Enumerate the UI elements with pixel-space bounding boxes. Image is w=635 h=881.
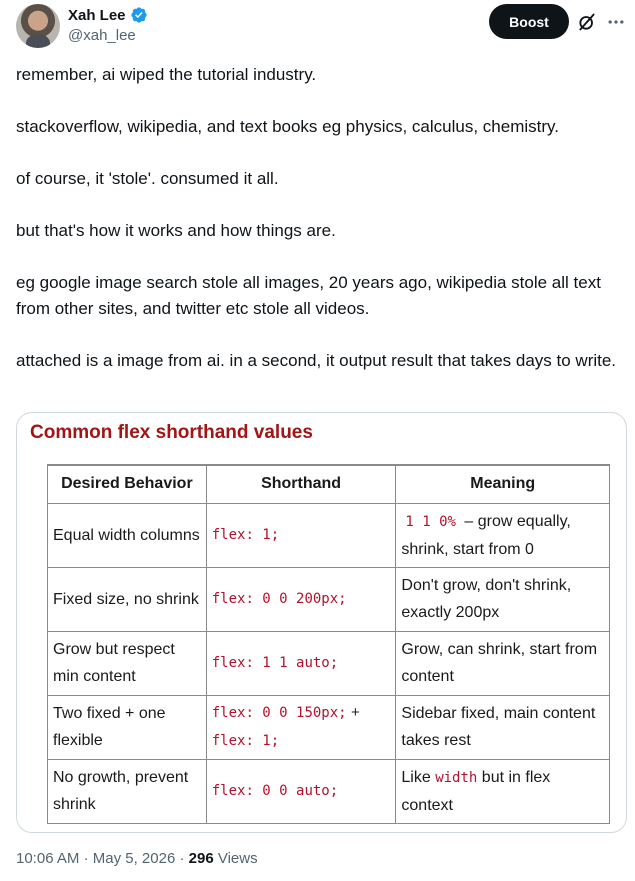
meaning-cell: [396, 759, 610, 823]
table-row: [48, 695, 610, 759]
shorthand-code: flex: 0 0 auto;: [211, 783, 339, 799]
tweet-meta: [16, 850, 258, 867]
tweet-date[interactable]: May 5, 2026: [92, 850, 176, 867]
meta-separator: ·: [179, 850, 185, 867]
shorthand-cell: [206, 631, 396, 695]
meaning-cell: Sidebar fixed, main content takes rest: [396, 695, 610, 759]
shorthand-cell: [206, 567, 396, 631]
meaning-prefix: Like: [401, 768, 436, 786]
image-title: Common flex shorthand values: [30, 422, 313, 443]
author-name-row: [68, 6, 148, 24]
tweet-header: [16, 4, 619, 52]
views-count: 296: [188, 850, 214, 867]
verified-badge-icon: [130, 6, 148, 24]
views-label: Views: [217, 850, 258, 867]
meaning-text: but in flex context: [401, 768, 551, 814]
behavior-cell: Grow but respect min content: [48, 631, 207, 695]
tweet-paragraph: stackoverflow, wikipedia, and text books eg physics, calculus, chemistry.: [16, 117, 559, 136]
shorthand-cell: [206, 759, 396, 823]
attached-image[interactable]: [16, 412, 627, 833]
column-header: Meaning: [396, 465, 610, 503]
tweet-time[interactable]: 10:06 AM: [16, 850, 80, 867]
shorthand-cell: [206, 695, 396, 759]
meaning-text: – grow equally, shrink, start from 0: [401, 512, 571, 558]
meta-separator: ·: [83, 850, 89, 867]
tweet-paragraph: but that's how it works and how things are.: [16, 221, 336, 240]
table-header-row: [48, 465, 610, 503]
behavior-cell: No growth, prevent shrink: [48, 759, 207, 823]
shorthand-code: flex: 1;: [211, 527, 280, 543]
shorthand-code: flex: 0 0 150px;: [211, 705, 347, 721]
author-handle[interactable]: @xah_lee: [68, 27, 136, 44]
table-row: [48, 567, 610, 631]
meaning-cell: [396, 503, 610, 567]
behavior-cell: Equal width columns: [48, 503, 207, 567]
shorthand-code-line2: flex: 1;: [211, 733, 280, 749]
table-row: [48, 759, 610, 823]
grok-icon[interactable]: [577, 12, 597, 32]
more-icon[interactable]: [606, 12, 626, 32]
boost-button[interactable]: Boost: [489, 4, 569, 39]
table-row: [48, 631, 610, 695]
tweet-paragraph: remember, ai wiped the tutorial industry.: [16, 65, 317, 84]
meaning-code: 1 1 0%: [405, 513, 456, 530]
meaning-code: width: [435, 769, 478, 786]
tweet-paragraph: attached is a image from ai. in a second, it output result that takes days to write.: [16, 351, 617, 370]
tweet-paragraph: of course, it 'stole'. consumed it all.: [16, 169, 279, 188]
tweet-text: [16, 62, 628, 400]
column-header: Shorthand: [206, 465, 396, 503]
behavior-cell: Fixed size, no shrink: [48, 567, 207, 631]
shorthand-joiner: +: [351, 704, 360, 721]
shorthand-code: flex: 0 0 200px;: [211, 591, 347, 607]
shorthand-code: flex: 1 1 auto;: [211, 655, 339, 671]
table-row: [48, 503, 610, 567]
column-header: Desired Behavior: [48, 465, 207, 503]
author-display-name[interactable]: Xah Lee: [68, 6, 126, 24]
meaning-cell: Don't grow, don't shrink, exactly 200px: [396, 567, 610, 631]
behavior-cell: Two fixed + one flexible: [48, 695, 207, 759]
flex-table: [47, 464, 610, 824]
shorthand-cell: [206, 503, 396, 567]
meaning-cell: Grow, can shrink, start from content: [396, 631, 610, 695]
tweet-paragraph: eg google image search stole all images, 20 years ago, wikipedia stole all text from other sites, and twitter etc stole all videos.: [16, 273, 601, 318]
avatar[interactable]: [16, 4, 60, 48]
